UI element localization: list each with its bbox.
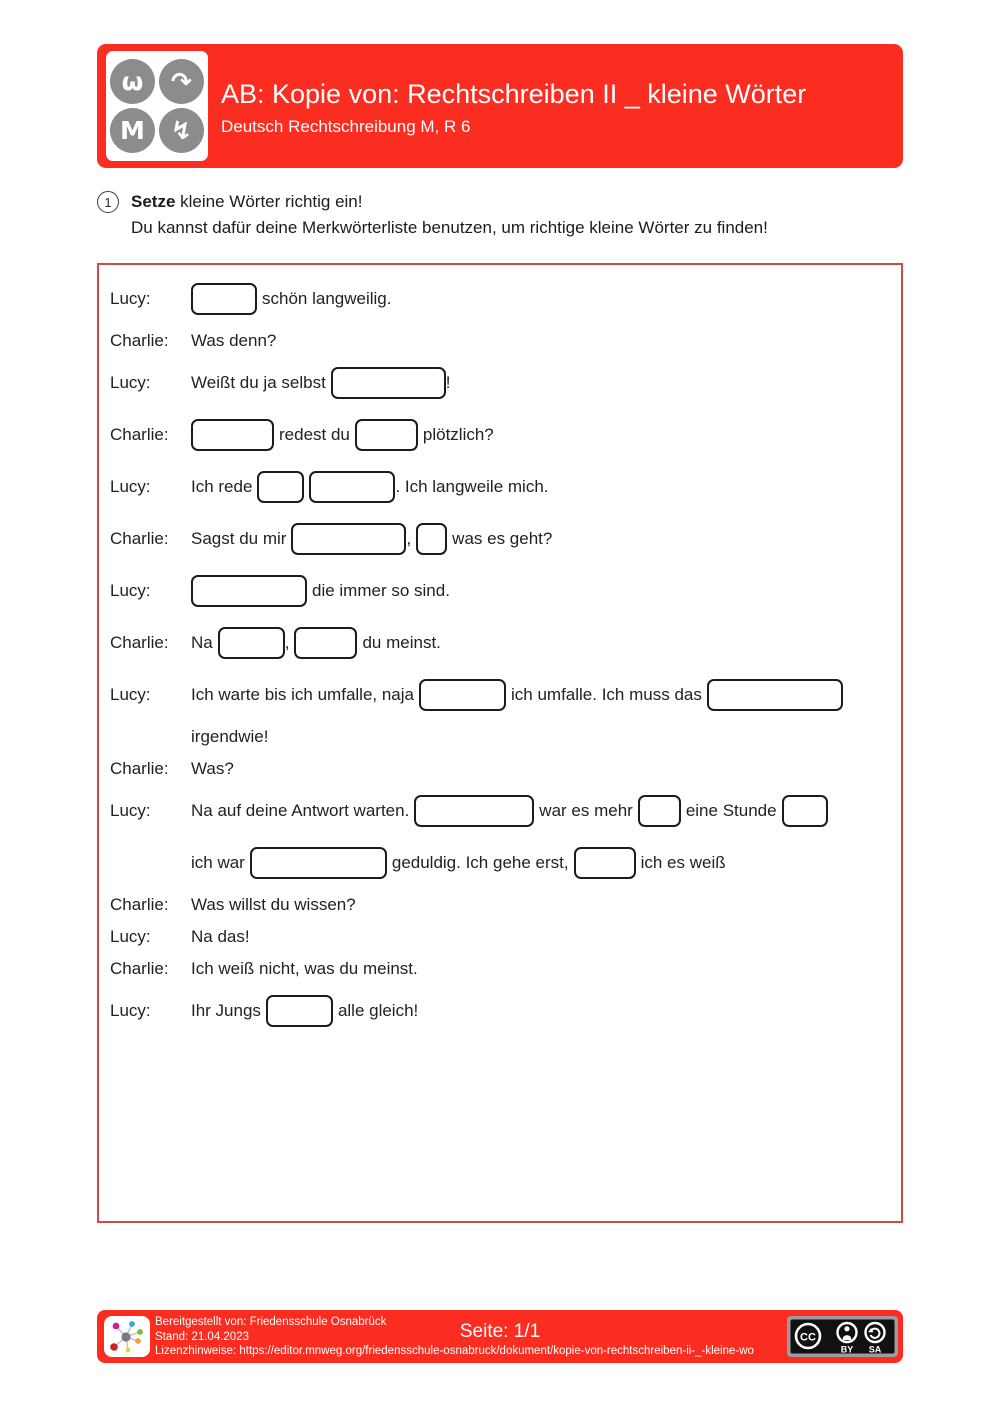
task-instruction (97, 189, 903, 241)
speaker-label: Lucy: (110, 685, 151, 704)
speaker-label: Charlie: (110, 959, 169, 978)
answer-box[interactable] (266, 995, 333, 1027)
answer-box[interactable] (218, 627, 285, 659)
answer-box[interactable] (191, 575, 307, 607)
footer-provided-by: Bereitgestellt von: Friedensschule Osnabrück (155, 1316, 387, 1328)
page-number: Seite: 1/1 (459, 1321, 541, 1342)
dialogue-line (110, 273, 901, 325)
answer-box[interactable] (355, 419, 418, 451)
speaker-label: Charlie: (110, 331, 169, 350)
dialogue-line (110, 921, 901, 953)
task-hint: Du kannst dafür deine Merkwörterliste benutzen, um richtige kleine Wörter zu finden! (131, 218, 768, 237)
speaker-label: Charlie: (110, 895, 169, 914)
answer-box[interactable] (414, 795, 534, 827)
dialogue-text: Weißt du ja selbst (191, 373, 326, 392)
mnweg-logo (106, 51, 208, 161)
cc-by-label: BY (840, 1344, 854, 1355)
answer-box[interactable] (309, 471, 395, 503)
dialogue-text: schön langweilig. (262, 289, 392, 308)
person-icon (844, 1326, 849, 1331)
page-title: AB: Kopie von: Rechtschreiben II _ kleine Wörter (221, 79, 807, 109)
answer-box[interactable] (191, 419, 274, 451)
footer-license: Lizenzhinweise: https://editor.mnweg.org/friedensschule-osnabruck/dokument/kopie-von-rechtschreiben-ii-_-kleine-wo (155, 1345, 754, 1357)
dialogue-text: alle gleich! (337, 1001, 419, 1020)
dialogue-line (110, 565, 901, 617)
dialogue-text: Sagst du mir (191, 529, 287, 548)
dialogue-text: Ich weiß nicht, was du meinst. (191, 959, 418, 978)
dialogue-text: war es mehr (539, 801, 633, 820)
dialogue-text: geduldig. Ich gehe erst, (391, 853, 569, 872)
cc-sa-label: SA (868, 1344, 882, 1355)
dialogue-text: ich es weiß (640, 853, 726, 872)
dialogue-text: Was willst du wissen? (191, 895, 356, 914)
dialogue-text: . Ich langweile mich. (395, 477, 549, 496)
dialogue-text: , (284, 633, 290, 652)
answer-box[interactable] (250, 847, 387, 879)
answer-box[interactable] (416, 523, 447, 555)
answer-box[interactable] (291, 523, 406, 555)
dialogue-text: eine Stunde (685, 801, 777, 820)
dialogue-line (110, 617, 901, 669)
dialogue-lines (110, 273, 901, 1037)
dialogue-text: irgendwie! (191, 727, 269, 746)
speaker-label: Lucy: (110, 1001, 151, 1020)
speaker-label: Lucy: (110, 581, 151, 600)
answer-box[interactable] (707, 679, 843, 711)
dialogue-text: ich umfalle. Ich muss das (511, 685, 702, 704)
dialogue-text: Na auf deine Antwort warten. (191, 801, 410, 820)
dialogue-line (110, 325, 901, 357)
dialogue-line (110, 409, 901, 461)
dialogue-text: plötzlich? (422, 425, 494, 444)
answer-box[interactable] (191, 283, 257, 315)
page-footer (97, 1310, 903, 1363)
dialogue-text: redest du (279, 425, 350, 444)
dialogue-text: Ich warte bis ich umfalle, naja (191, 685, 414, 704)
worksheet-header (97, 44, 903, 168)
cc-by-sa-badge (787, 1316, 898, 1357)
dialogue-line (110, 837, 901, 889)
dialogue-text: Na (191, 633, 213, 652)
answer-box[interactable] (294, 627, 357, 659)
speaker-label: Charlie: (110, 425, 169, 444)
dialogue-line (110, 785, 901, 837)
dialogue-text: ! (445, 373, 451, 392)
dialogue-line (110, 669, 901, 721)
dialogue-line (110, 753, 901, 785)
dialogue-text: Ich rede (191, 477, 253, 496)
dialogue-line (110, 953, 901, 985)
dialogue-text: Was? (191, 759, 234, 778)
dialogue-line (110, 461, 901, 513)
task-verb: Setze (131, 192, 176, 211)
dialogue-text: Was denn? (191, 331, 277, 350)
page-subtitle: Deutsch Rechtschreibung M, R 6 (221, 117, 471, 136)
dialogue-text: du meinst. (362, 633, 441, 652)
dialogue-text: Na das! (191, 927, 250, 946)
answer-box[interactable] (782, 795, 828, 827)
dialogue-box (97, 263, 903, 1223)
speaker-label: Lucy: (110, 289, 151, 308)
omega-icon: ω (110, 59, 155, 104)
task-line-1 (131, 189, 768, 215)
speaker-label: Lucy: (110, 373, 151, 392)
answer-box[interactable] (419, 679, 506, 711)
dialogue-text: was es geht? (452, 529, 553, 548)
footer-date: Stand: 21.04.2023 (155, 1330, 249, 1343)
dialogue-text: die immer so sind. (312, 581, 450, 600)
answer-box[interactable] (257, 471, 304, 503)
dialogue-line (110, 513, 901, 565)
task-number-badge: 1 (97, 191, 119, 213)
letter-m-icon: M (110, 108, 155, 153)
logo-icon-grid (110, 59, 204, 153)
speaker-label: Lucy: (110, 477, 151, 496)
answer-box[interactable] (638, 795, 681, 827)
task-text: kleine Wörter richtig ein! (175, 192, 363, 211)
speaker-label: Lucy: (110, 801, 151, 820)
dialogue-text: Ihr Jungs (191, 1001, 261, 1020)
answer-box[interactable] (574, 847, 636, 879)
dialogue-text: ich war (191, 853, 245, 872)
dialogue-line (110, 985, 901, 1037)
lightning-icon: ↯ (159, 108, 204, 153)
dialogue-text: , (406, 529, 412, 548)
speaker-label: Charlie: (110, 529, 169, 548)
dialogue-line (110, 889, 901, 921)
dialogue-line (110, 357, 901, 409)
speaker-label: Lucy: (110, 927, 151, 946)
answer-box[interactable] (331, 367, 446, 399)
curved-arrow-icon: ↷ (159, 59, 204, 104)
speaker-label: Charlie: (110, 759, 169, 778)
dialogue-line (110, 721, 901, 753)
cc-logo-icon: CC (800, 1331, 816, 1344)
speaker-label: Charlie: (110, 633, 169, 652)
